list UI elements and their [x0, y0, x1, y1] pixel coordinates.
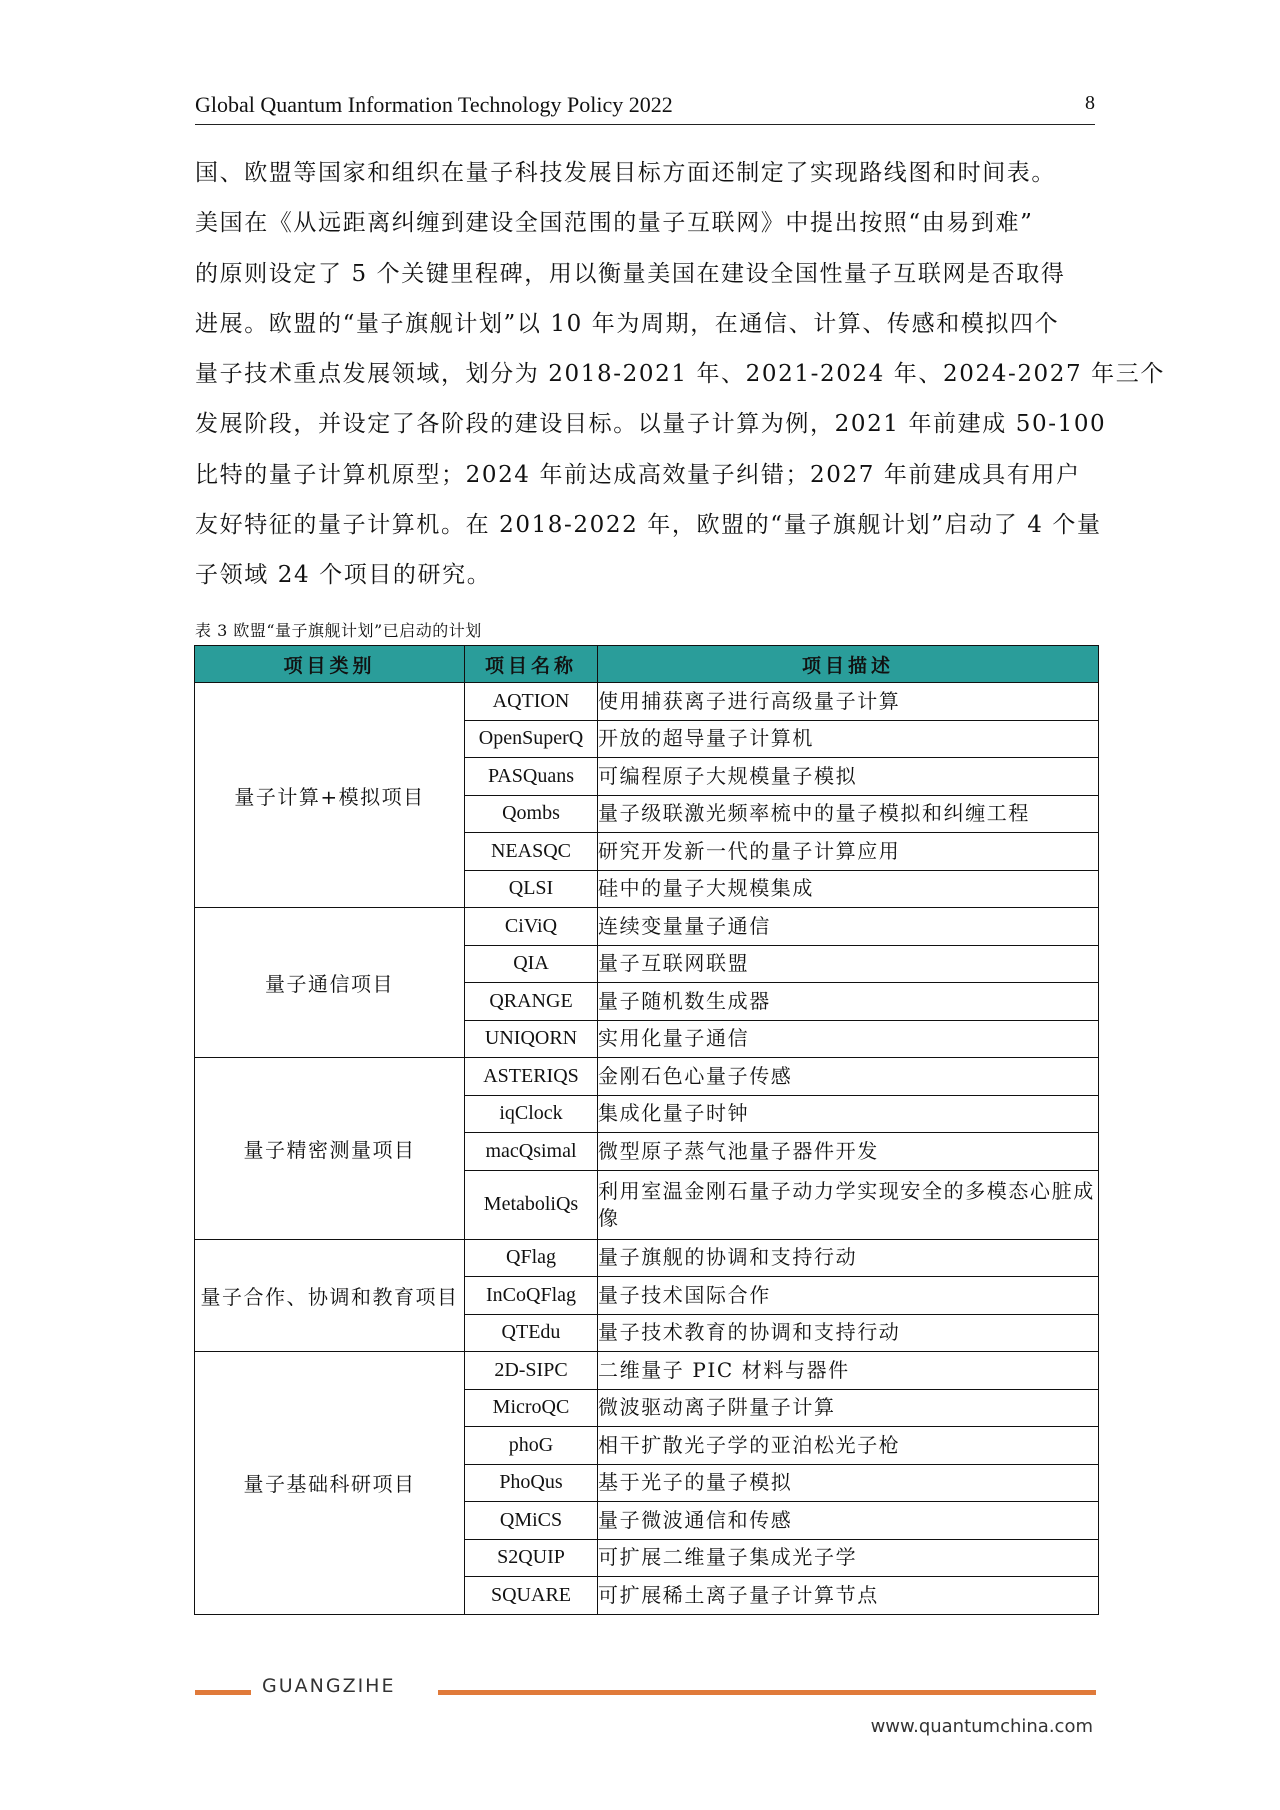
project-description: 量子随机数生成器: [598, 983, 1099, 1021]
body-line: 量子技术重点发展领域，划分为 2018-2021 年、2021-2024 年、2024-2027 年三个: [195, 361, 1165, 388]
project-name: SQUARE: [465, 1577, 598, 1615]
project-name: Qombs: [465, 795, 598, 833]
project-name: QIA: [465, 945, 598, 983]
body-line: 的原则设定了 5 个关键里程碑，用以衡量美国在建设全国性量子互联网是否取得: [195, 260, 1066, 287]
page-header: [195, 92, 1095, 124]
project-description: 微型原子蒸气池量子器件开发: [598, 1133, 1099, 1171]
category-cell: 量子通信项目: [195, 908, 465, 1058]
table-header-row: [195, 646, 1099, 683]
project-description: 使用捕获离子进行高级量子计算: [598, 683, 1099, 721]
project-name: macQsimal: [465, 1133, 598, 1171]
project-name: NEASQC: [465, 833, 598, 871]
project-name: MicroQC: [465, 1389, 598, 1427]
footer-accent-line-right: [438, 1690, 1096, 1695]
project-description: 量子技术国际合作: [598, 1277, 1099, 1315]
project-description: 二维量子 PIC 材料与器件: [598, 1352, 1099, 1390]
project-description: 可编程原子大规模量子模拟: [598, 758, 1099, 796]
project-description: 量子旗舰的协调和支持行动: [598, 1239, 1099, 1277]
table-row: [195, 1058, 1099, 1096]
project-name: QLSI: [465, 870, 598, 908]
project-description: 金刚石色心量子传感: [598, 1058, 1099, 1096]
project-description: 基于光子的量子模拟: [598, 1464, 1099, 1502]
body-line: 发展阶段，并设定了各阶段的建设目标。以量子计算为例，2021 年前建成 50-100: [195, 411, 1107, 438]
project-table: [194, 645, 1099, 1615]
body-line: 国、欧盟等国家和组织在量子科技发展目标方面还制定了实现路线图和时间表。: [195, 160, 1056, 186]
footer-brand: GUANGZIHE: [262, 1675, 396, 1697]
project-name: MetaboliQs: [465, 1170, 598, 1239]
project-description: 相干扩散光子学的亚泊松光子枪: [598, 1427, 1099, 1465]
footer-accent-line-left: [195, 1690, 251, 1695]
project-description: 微波驱动离子阱量子计算: [598, 1389, 1099, 1427]
body-line: 比特的量子计算机原型；2024 年前达成高效量子纠错；2027 年前建成具有用户: [195, 461, 1081, 488]
project-description: 集成化量子时钟: [598, 1095, 1099, 1133]
table-row: [195, 1352, 1099, 1390]
project-name: 2D-SIPC: [465, 1352, 598, 1390]
project-description: 可扩展二维量子集成光子学: [598, 1539, 1099, 1577]
project-name: InCoQFlag: [465, 1277, 598, 1315]
header-description: 项目描述: [598, 646, 1099, 683]
project-description: 开放的超导量子计算机: [598, 720, 1099, 758]
project-name: QRANGE: [465, 983, 598, 1021]
project-name: QMiCS: [465, 1502, 598, 1540]
project-description: 可扩展稀土离子量子计算节点: [598, 1577, 1099, 1615]
project-description: 实用化量子通信: [598, 1020, 1099, 1058]
project-description: 硅中的量子大规模集成: [598, 870, 1099, 908]
header-divider: [195, 124, 1095, 125]
project-name: PASQuans: [465, 758, 598, 796]
header-title: Global Quantum Information Technology Policy 2022: [195, 92, 673, 117]
project-description: 研究开发新一代的量子计算应用: [598, 833, 1099, 871]
category-cell: 量子基础科研项目: [195, 1352, 465, 1615]
header-category: 项目类别: [195, 646, 465, 683]
table-row: [195, 683, 1099, 721]
category-cell: 量子计算+模拟项目: [195, 683, 465, 908]
footer-url[interactable]: www.quantumchina.com: [870, 1716, 1093, 1737]
project-name: PhoQus: [465, 1464, 598, 1502]
body-paragraph: [195, 148, 1165, 601]
project-name: CiViQ: [465, 908, 598, 946]
project-name: AQTION: [465, 683, 598, 721]
project-name: QFlag: [465, 1239, 598, 1277]
project-description: 连续变量量子通信: [598, 908, 1099, 946]
project-name: OpenSuperQ: [465, 720, 598, 758]
project-name: S2QUIP: [465, 1539, 598, 1577]
project-name: iqClock: [465, 1095, 598, 1133]
category-cell: 量子精密测量项目: [195, 1058, 465, 1240]
project-description: 量子技术教育的协调和支持行动: [598, 1314, 1099, 1352]
project-name: phoG: [465, 1427, 598, 1465]
project-description: 量子互联网联盟: [598, 945, 1099, 983]
project-description: 量子级联激光频率梳中的量子模拟和纠缠工程: [598, 795, 1099, 833]
page-number: 8: [1085, 92, 1095, 114]
project-name: ASTERIQS: [465, 1058, 598, 1096]
table-caption: 表 3 欧盟“量子旗舰计划”已启动的计划: [195, 621, 482, 640]
project-description: 利用室温金刚石量子动力学实现安全的多模态心脏成像: [598, 1170, 1099, 1239]
header-name: 项目名称: [465, 646, 598, 683]
body-line: 美国在《从远距离纠缠到建设全国范围的量子互联网》中提出按照“由易到难”: [195, 210, 1034, 237]
body-line: 友好特征的量子计算机。在 2018-2022 年，欧盟的“量子旗舰计划”启动了 4 个量: [195, 512, 1102, 539]
project-name: UNIQORN: [465, 1020, 598, 1058]
table-row: [195, 1239, 1099, 1277]
category-cell: 量子合作、协调和教育项目: [195, 1239, 465, 1352]
body-line: 进展。欧盟的“量子旗舰计划”以 10 年为周期，在通信、计算、传感和模拟四个: [195, 310, 1060, 337]
body-line: 子领域 24 个项目的研究。: [195, 562, 492, 589]
project-description: 量子微波通信和传感: [598, 1502, 1099, 1540]
project-name: QTEdu: [465, 1314, 598, 1352]
table-row: [195, 908, 1099, 946]
